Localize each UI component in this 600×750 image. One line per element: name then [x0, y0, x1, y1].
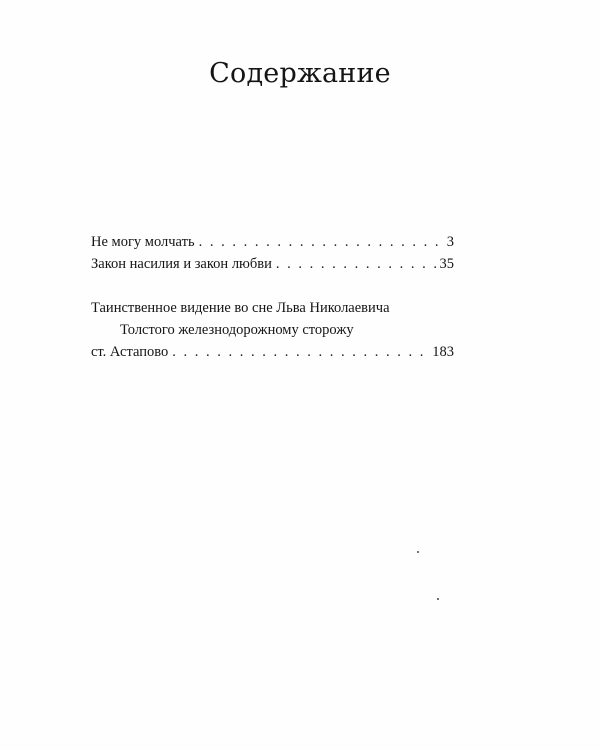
dot-leader	[199, 231, 443, 253]
table-of-contents	[91, 231, 454, 363]
toc-entry-title: Закон насилия и закон любви	[91, 256, 272, 272]
dot-leader	[172, 341, 428, 363]
toc-entry-page: 3	[446, 234, 454, 250]
toc-entry-title-line: Толстого железнодорожному сторожу	[120, 322, 354, 338]
toc-entry-multiline-last	[91, 341, 454, 363]
toc-entry-row	[91, 341, 454, 363]
toc-entry-title-line: Таинственное видение во сне Льва Николаевича	[91, 300, 390, 316]
toc-entry	[91, 253, 454, 275]
toc-entry-title-line: ст. Астапово	[91, 344, 169, 360]
page-title: Содержание	[209, 58, 391, 89]
toc-entry-page: 183	[432, 344, 454, 360]
toc-entry-row	[91, 253, 454, 275]
toc-entry-title: Не могу молчать	[91, 234, 195, 250]
toc-entry-row	[91, 231, 454, 253]
toc-entry	[91, 231, 454, 253]
paper-speck	[437, 598, 439, 600]
toc-entry-multiline-first	[91, 297, 454, 319]
toc-entry-page: 35	[439, 256, 454, 272]
dot-leader	[276, 253, 436, 275]
paper-speck	[417, 551, 419, 553]
toc-entry-multiline-second	[91, 319, 454, 341]
